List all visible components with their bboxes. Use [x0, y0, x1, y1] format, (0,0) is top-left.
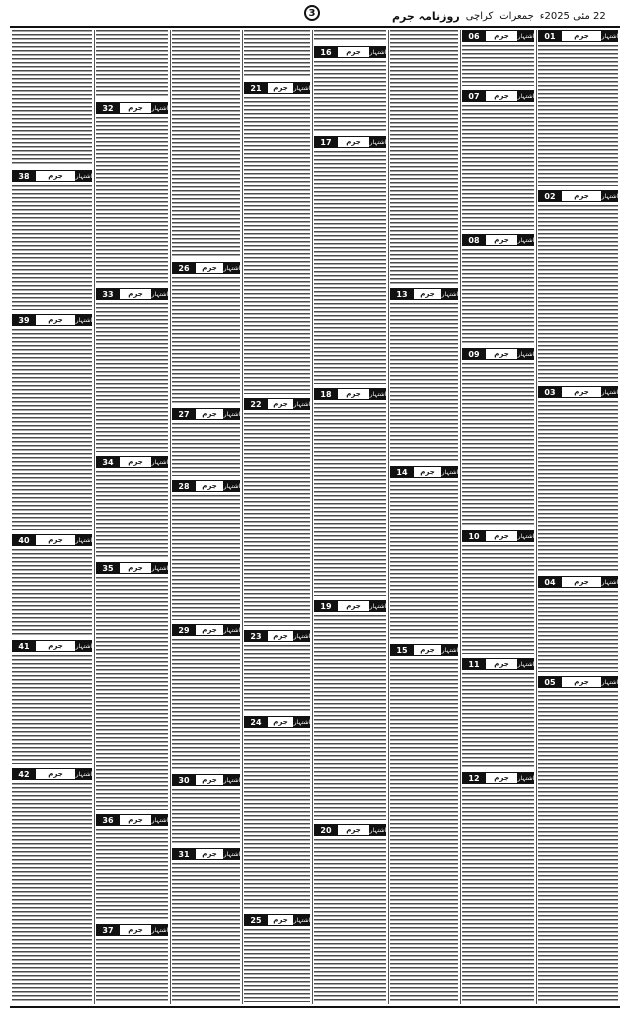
- notice-tag: اشتہار: [602, 576, 618, 588]
- notice-header: [96, 924, 168, 936]
- column-7: [94, 30, 170, 1004]
- notice-label: جرم: [196, 480, 224, 492]
- notice-number: 11: [462, 658, 486, 670]
- notice-label: جرم: [196, 262, 224, 274]
- notice-header: [12, 640, 92, 652]
- notice-text: [244, 413, 310, 626]
- notice-tag: اشتہار: [76, 768, 92, 780]
- notice-header: [462, 90, 534, 102]
- notice-tag: اشتہار: [518, 772, 534, 784]
- notice-header: [96, 814, 168, 826]
- notice-header: [172, 848, 240, 860]
- notice-header: [390, 644, 458, 656]
- notice-tag: اشتہار: [152, 102, 168, 114]
- notice-label: جرم: [120, 924, 152, 936]
- notice-text: [390, 659, 458, 1002]
- notice-label: جرم: [486, 30, 518, 42]
- notice-text: [172, 277, 240, 404]
- notice-label: جرم: [562, 676, 602, 688]
- notice-label: جرم: [196, 848, 224, 860]
- notice-tag: اشتہار: [370, 136, 386, 148]
- footer-rule: [10, 1006, 620, 1008]
- notice-tag: اشتہار: [224, 624, 240, 636]
- notice-label: جرم: [486, 530, 518, 542]
- notice-tag: اشتہار: [152, 814, 168, 826]
- notice-tag: اشتہار: [224, 848, 240, 860]
- notice-tag: اشتہار: [518, 530, 534, 542]
- page-number-badge: 3: [304, 5, 320, 21]
- notice-text: [244, 97, 310, 394]
- notice-header: [96, 288, 168, 300]
- notice-number: 31: [172, 848, 196, 860]
- notice-tag: اشتہار: [294, 716, 310, 728]
- notice-label: جرم: [268, 398, 294, 410]
- notice-number: 22: [244, 398, 268, 410]
- notice-text: [96, 829, 168, 920]
- notice-number: 01: [538, 30, 562, 42]
- notice-header: [172, 774, 240, 786]
- notice-header: [172, 408, 240, 420]
- notice-label: جرم: [562, 190, 602, 202]
- notice-header: [314, 388, 386, 400]
- notice-label: جرم: [486, 658, 518, 670]
- notice-number: 09: [462, 348, 486, 360]
- notice-tag: اشتہار: [518, 30, 534, 42]
- notice-label: جرم: [196, 624, 224, 636]
- notice-text: [462, 249, 534, 344]
- notice-number: 23: [244, 630, 268, 642]
- notice-text: [172, 863, 240, 1002]
- notice-text: [538, 691, 618, 1002]
- notice-tag: اشتہار: [370, 824, 386, 836]
- notice-label: جرم: [562, 386, 602, 398]
- notice-header: [538, 576, 618, 588]
- notice-number: 10: [462, 530, 486, 542]
- notice-tag: اشتہار: [294, 398, 310, 410]
- notice-text: [96, 303, 168, 452]
- notice-number: 06: [462, 30, 486, 42]
- notice-label: جرم: [268, 716, 294, 728]
- notice-header: [462, 30, 534, 42]
- notice-header: [12, 534, 92, 546]
- notice-label: جرم: [120, 562, 152, 574]
- notice-label: جرم: [196, 408, 224, 420]
- notice-label: جرم: [338, 600, 370, 612]
- notice-text: [462, 673, 534, 768]
- notice-label: جرم: [562, 576, 602, 588]
- notice-text: [244, 731, 310, 910]
- notice-label: جرم: [414, 644, 442, 656]
- notice-label: جرم: [120, 814, 152, 826]
- notice-tag: اشتہار: [294, 82, 310, 94]
- notice-header: [314, 46, 386, 58]
- notice-header: [390, 466, 458, 478]
- notice-label: جرم: [36, 314, 76, 326]
- notice-header: [244, 716, 310, 728]
- notice-tag: اشتہار: [442, 644, 458, 656]
- notice-header: [172, 624, 240, 636]
- notice-text: [172, 639, 240, 770]
- notice-number: 05: [538, 676, 562, 688]
- notice-number: 12: [462, 772, 486, 784]
- notice-label: جرم: [36, 640, 76, 652]
- column-divider: [170, 30, 171, 1004]
- notice-tag: اشتہار: [294, 630, 310, 642]
- notice-text: [96, 577, 168, 810]
- notice-header: [462, 772, 534, 784]
- notice-number: 26: [172, 262, 196, 274]
- column-divider: [242, 30, 243, 1004]
- notice-text: [172, 495, 240, 620]
- notice-header: [538, 30, 618, 42]
- notice-label: جرم: [486, 234, 518, 246]
- masthead-date: 22 مئی 2025ء: [539, 10, 606, 22]
- notice-text: [96, 939, 168, 1002]
- notice-label: جرم: [36, 534, 76, 546]
- notice-text: [96, 30, 168, 98]
- notice-text: [172, 789, 240, 844]
- notice-number: 37: [96, 924, 120, 936]
- notice-label: جرم: [338, 136, 370, 148]
- notice-label: جرم: [268, 914, 294, 926]
- notice-header: [538, 386, 618, 398]
- notice-tag: اشتہار: [602, 190, 618, 202]
- masthead-day: جمعرات: [499, 10, 534, 22]
- notice-number: 34: [96, 456, 120, 468]
- notice-number: 39: [12, 314, 36, 326]
- notice-text: [314, 61, 386, 132]
- notice-text: [12, 185, 92, 310]
- notice-label: جرم: [414, 466, 442, 478]
- notice-text: [244, 929, 310, 1002]
- notice-header: [314, 600, 386, 612]
- notice-text: [390, 30, 458, 284]
- notice-text: [314, 151, 386, 384]
- notice-label: جرم: [486, 348, 518, 360]
- notice-header: [462, 530, 534, 542]
- notice-header: [462, 658, 534, 670]
- notice-text: [390, 303, 458, 462]
- notice-number: 07: [462, 90, 486, 102]
- notice-header: [172, 262, 240, 274]
- notice-label: جرم: [268, 630, 294, 642]
- notice-label: جرم: [414, 288, 442, 300]
- notice-text: [12, 329, 92, 530]
- notice-text: [462, 545, 534, 654]
- notice-header: [96, 102, 168, 114]
- notice-tag: اشتہار: [518, 658, 534, 670]
- notice-label: جرم: [486, 90, 518, 102]
- notice-number: 03: [538, 386, 562, 398]
- notice-text: [12, 30, 92, 166]
- notice-text: [538, 45, 618, 186]
- notice-tag: اشتہار: [224, 480, 240, 492]
- notice-number: 20: [314, 824, 338, 836]
- notice-tag: اشتہار: [518, 234, 534, 246]
- column-8: [10, 30, 94, 1004]
- notice-header: [172, 480, 240, 492]
- notice-label: جرم: [120, 288, 152, 300]
- notice-number: 35: [96, 562, 120, 574]
- notice-text: [538, 401, 618, 572]
- notice-number: 21: [244, 82, 268, 94]
- notice-tag: اشتہار: [370, 46, 386, 58]
- notice-tag: اشتہار: [602, 30, 618, 42]
- notice-header: [462, 234, 534, 246]
- notice-tag: اشتہار: [76, 170, 92, 182]
- notice-tag: اشتہار: [370, 388, 386, 400]
- notice-tag: اشتہار: [224, 774, 240, 786]
- column-divider: [94, 30, 95, 1004]
- notice-text: [462, 105, 534, 230]
- column-3: [388, 30, 460, 1004]
- notice-label: جرم: [486, 772, 518, 784]
- notice-number: 33: [96, 288, 120, 300]
- notice-text: [96, 117, 168, 284]
- column-divider: [460, 30, 461, 1004]
- column-divider: [536, 30, 537, 1004]
- notice-header: [244, 398, 310, 410]
- notice-label: جرم: [562, 30, 602, 42]
- notice-label: جرم: [120, 456, 152, 468]
- notice-tag: اشتہار: [518, 348, 534, 360]
- masthead-brand: روزنامہ جرم: [392, 9, 460, 23]
- notice-tag: اشتہار: [518, 90, 534, 102]
- column-5: [242, 30, 312, 1004]
- notice-number: 30: [172, 774, 196, 786]
- notice-number: 42: [12, 768, 36, 780]
- notice-number: 13: [390, 288, 414, 300]
- notice-label: جرم: [196, 774, 224, 786]
- notice-text: [244, 645, 310, 712]
- header-rule: [10, 26, 620, 28]
- notice-tag: اشتہار: [152, 562, 168, 574]
- notice-label: جرم: [36, 768, 76, 780]
- notice-text: [172, 423, 240, 476]
- notice-header: [390, 288, 458, 300]
- notice-header: [12, 768, 92, 780]
- notice-text: [538, 591, 618, 672]
- notice-number: 02: [538, 190, 562, 202]
- notice-tag: اشتہار: [76, 534, 92, 546]
- notice-text: [462, 363, 534, 526]
- notice-number: 28: [172, 480, 196, 492]
- notice-header: [462, 348, 534, 360]
- notice-text: [462, 787, 534, 1002]
- notice-tag: اشتہار: [602, 386, 618, 398]
- notice-label: جرم: [338, 388, 370, 400]
- notice-number: 29: [172, 624, 196, 636]
- notice-tag: اشتہار: [76, 640, 92, 652]
- notice-label: جرم: [338, 46, 370, 58]
- column-2: [460, 30, 536, 1004]
- notice-tag: اشتہار: [442, 466, 458, 478]
- notice-number: 18: [314, 388, 338, 400]
- notice-header: [314, 824, 386, 836]
- notice-text: [390, 481, 458, 640]
- notice-label: جرم: [120, 102, 152, 114]
- notice-text: [314, 839, 386, 1002]
- notice-number: 41: [12, 640, 36, 652]
- notice-text: [172, 30, 240, 258]
- notice-number: 25: [244, 914, 268, 926]
- column-divider: [312, 30, 313, 1004]
- notice-label: جرم: [36, 170, 76, 182]
- notice-text: [462, 45, 534, 86]
- notice-label: جرم: [338, 824, 370, 836]
- notice-label: جرم: [268, 82, 294, 94]
- notice-text: [12, 549, 92, 636]
- notice-number: 19: [314, 600, 338, 612]
- notice-number: 40: [12, 534, 36, 546]
- notice-header: [12, 170, 92, 182]
- notice-text: [96, 471, 168, 558]
- notice-tag: اشتہار: [224, 262, 240, 274]
- notice-number: 16: [314, 46, 338, 58]
- column-divider: [388, 30, 389, 1004]
- notice-header: [244, 82, 310, 94]
- notice-number: 17: [314, 136, 338, 148]
- notice-header: [538, 190, 618, 202]
- column-6: [170, 30, 242, 1004]
- masthead-city: کراچی: [465, 10, 494, 22]
- notice-header: [244, 630, 310, 642]
- notice-tag: اشتہار: [152, 288, 168, 300]
- notice-tag: اشتہار: [602, 676, 618, 688]
- notice-text: [244, 30, 310, 78]
- notice-number: 38: [12, 170, 36, 182]
- notice-header: [12, 314, 92, 326]
- notice-text: [12, 783, 92, 1002]
- notice-number: 04: [538, 576, 562, 588]
- column-1: [536, 30, 620, 1004]
- notice-number: 15: [390, 644, 414, 656]
- notice-text: [314, 30, 386, 42]
- notice-number: 08: [462, 234, 486, 246]
- notice-number: 27: [172, 408, 196, 420]
- notice-header: [96, 562, 168, 574]
- column-4: [312, 30, 388, 1004]
- notice-number: 24: [244, 716, 268, 728]
- notice-header: [538, 676, 618, 688]
- notice-text: [12, 655, 92, 764]
- masthead: [392, 6, 620, 26]
- notice-tag: اشتہار: [76, 314, 92, 326]
- notice-header: [314, 136, 386, 148]
- notice-tag: اشتہار: [224, 408, 240, 420]
- notice-text: [314, 403, 386, 596]
- notice-tag: اشتہار: [370, 600, 386, 612]
- notice-number: 32: [96, 102, 120, 114]
- notice-text: [538, 205, 618, 382]
- notice-header: [244, 914, 310, 926]
- notice-tag: اشتہار: [152, 456, 168, 468]
- notice-tag: اشتہار: [152, 924, 168, 936]
- notice-number: 36: [96, 814, 120, 826]
- notice-number: 14: [390, 466, 414, 478]
- notice-tag: اشتہار: [442, 288, 458, 300]
- notice-header: [96, 456, 168, 468]
- notice-grid: [10, 30, 620, 1004]
- notice-tag: اشتہار: [294, 914, 310, 926]
- notice-text: [314, 615, 386, 820]
